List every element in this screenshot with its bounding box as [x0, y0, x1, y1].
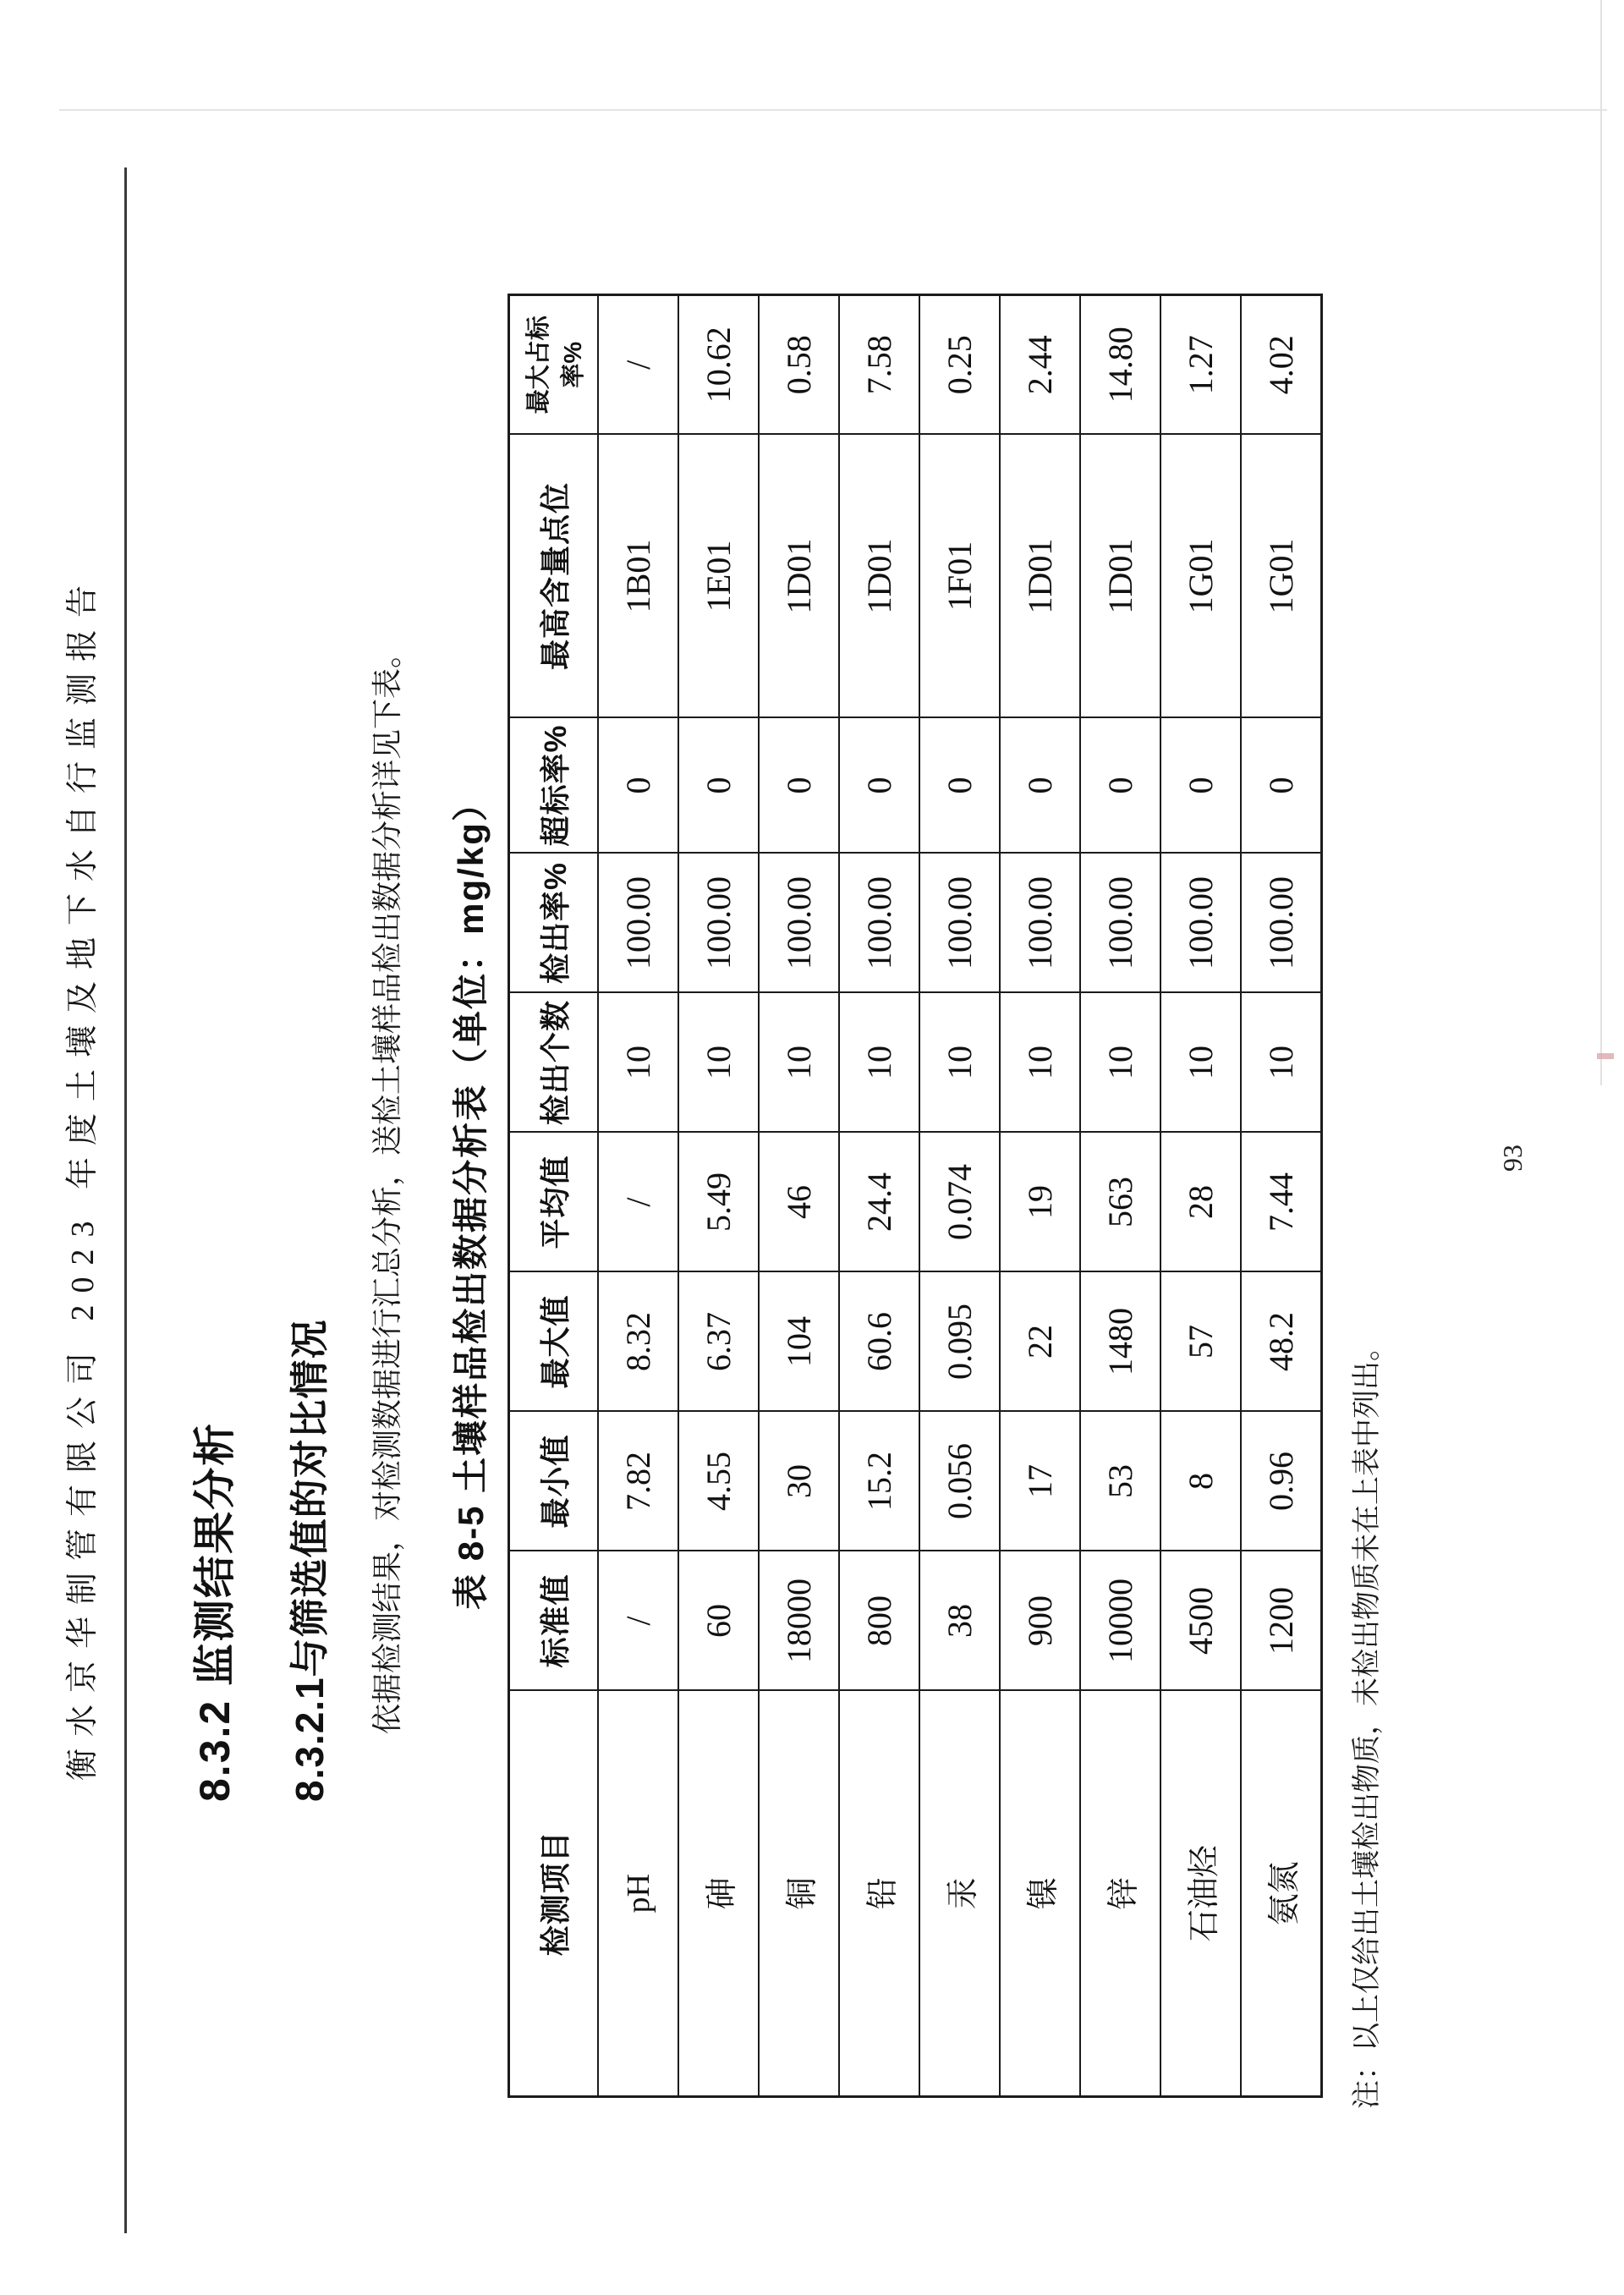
body-paragraph: 依据检测结果，对检测数据进行汇总分析，送检土壤样品检出数据分析详见下表。: [370, 637, 404, 1734]
value-cell: 1.27: [1160, 295, 1241, 435]
table-title: 表 8-5 土壤样品检出数据分析表（单位：mg/kg）: [451, 784, 491, 1610]
value-cell: 53: [1080, 1412, 1160, 1551]
value-cell: 38: [919, 1551, 1000, 1691]
value-cell: 8: [1160, 1412, 1241, 1551]
value-cell: 0: [919, 718, 1000, 854]
column-header-8: 最高含量点位: [509, 435, 599, 718]
value-cell: 24.4: [839, 1133, 919, 1272]
document-header: 衡水京华制管有限公司 2023 年度土壤及地下水自行监测报告: [65, 573, 101, 1781]
value-cell: 100.00: [598, 854, 678, 993]
value-cell: 1D01: [1000, 435, 1080, 718]
value-cell: 0.056: [919, 1412, 1000, 1551]
value-cell: 4.02: [1241, 295, 1322, 435]
value-cell: 563: [1080, 1133, 1160, 1272]
column-header-9: 最大占标率%: [509, 295, 599, 435]
item-cell: 锌: [1080, 1691, 1160, 2097]
value-cell: 15.2: [839, 1412, 919, 1551]
value-cell: 10.62: [678, 295, 759, 435]
column-header-7: 超标率%: [509, 718, 599, 854]
value-cell: 100.00: [678, 854, 759, 993]
value-cell: 0: [759, 718, 839, 854]
value-cell: 1D01: [759, 435, 839, 718]
column-header-2: 最小值: [509, 1412, 599, 1551]
value-cell: 4500: [1160, 1551, 1241, 1691]
value-cell: 1480: [1080, 1272, 1160, 1412]
value-cell: 8.32: [598, 1272, 678, 1412]
value-cell: 100.00: [1080, 854, 1160, 993]
item-cell: 氨氮: [1241, 1691, 1322, 2097]
value-cell: 100.00: [1000, 854, 1080, 993]
value-cell: 10000: [1080, 1551, 1160, 1691]
value-cell: 0: [678, 718, 759, 854]
item-cell: 铅: [839, 1691, 919, 2097]
table-row-汞: [919, 295, 1000, 2097]
value-cell: 17: [1000, 1412, 1080, 1551]
value-cell: 100.00: [839, 854, 919, 993]
value-cell: 0: [1160, 718, 1241, 854]
value-cell: /: [598, 295, 678, 435]
value-cell: 0: [1080, 718, 1160, 854]
table-row-铜: [759, 295, 839, 2097]
scan-mark-artifact: [1597, 1053, 1614, 1059]
section-heading-8-3-2-1: 8.3.2.1与筛选值的对比情况: [288, 1319, 332, 1802]
column-header-6: 检出率%: [509, 854, 599, 993]
value-cell: 18000: [759, 1551, 839, 1691]
value-cell: 10: [919, 993, 1000, 1133]
value-cell: 1B01: [598, 435, 678, 718]
item-cell: 汞: [919, 1691, 1000, 2097]
value-cell: 10: [1080, 993, 1160, 1133]
value-cell: 104: [759, 1272, 839, 1412]
value-cell: 1D01: [839, 435, 919, 718]
item-cell: pH: [598, 1691, 678, 2097]
value-cell: 6.37: [678, 1272, 759, 1412]
value-cell: 19: [1000, 1133, 1080, 1272]
value-cell: 10: [839, 993, 919, 1133]
value-cell: 5.49: [678, 1133, 759, 1272]
value-cell: 0.074: [919, 1133, 1000, 1272]
value-cell: 100.00: [759, 854, 839, 993]
header-rule: [124, 167, 127, 2233]
value-cell: 22: [1000, 1272, 1080, 1412]
column-header-5: 检出个数: [509, 993, 599, 1133]
item-cell: 铜: [759, 1691, 839, 2097]
value-cell: 60: [678, 1551, 759, 1691]
value-cell: 0.095: [919, 1272, 1000, 1412]
section-heading-8-3-2: 8.3.2 监测结果分析: [191, 1421, 239, 1802]
value-cell: 1G01: [1160, 435, 1241, 718]
value-cell: 0: [1000, 718, 1080, 854]
table-row-石油烃: [1160, 295, 1241, 2097]
value-cell: 0: [598, 718, 678, 854]
value-cell: 4.55: [678, 1412, 759, 1551]
column-header-3: 最大值: [509, 1272, 599, 1412]
value-cell: 60.6: [839, 1272, 919, 1412]
page-number: 93: [1497, 1145, 1528, 1172]
value-cell: 10: [759, 993, 839, 1133]
scan-edge-artifact-bottom: [1600, 0, 1602, 1085]
value-cell: 7.82: [598, 1412, 678, 1551]
value-cell: 57: [1160, 1272, 1241, 1412]
table-row-氨氮: [1241, 295, 1322, 2097]
table-header-row: [509, 295, 599, 2097]
value-cell: 1G01: [1241, 435, 1322, 718]
value-cell: 800: [839, 1551, 919, 1691]
value-cell: 0.25: [919, 295, 1000, 435]
value-cell: 900: [1000, 1551, 1080, 1691]
value-cell: 100.00: [1241, 854, 1322, 993]
value-cell: 1E01: [678, 435, 759, 718]
soil-detection-analysis-table: [508, 294, 1323, 2098]
value-cell: 7.44: [1241, 1133, 1322, 1272]
value-cell: /: [598, 1551, 678, 1691]
table-footnote: 注：以上仅给出土壤检出物质，未检出物质未在上表中列出。: [1352, 1332, 1383, 2109]
table-body: [598, 295, 1322, 2097]
value-cell: 2.44: [1000, 295, 1080, 435]
table-row-锌: [1080, 295, 1160, 2097]
column-header-4: 平均值: [509, 1133, 599, 1272]
scan-edge-artifact-right: [59, 109, 1607, 111]
value-cell: 10: [1160, 993, 1241, 1133]
value-cell: 30: [759, 1412, 839, 1551]
value-cell: 0.96: [1241, 1412, 1322, 1551]
table-head: [509, 295, 599, 2097]
value-cell: 48.2: [1241, 1272, 1322, 1412]
value-cell: 28: [1160, 1133, 1241, 1272]
value-cell: 100.00: [1160, 854, 1241, 993]
table-row-pH: [598, 295, 678, 2097]
item-cell: 石油烃: [1160, 1691, 1241, 2097]
value-cell: 1200: [1241, 1551, 1322, 1691]
value-cell: 10: [1000, 993, 1080, 1133]
value-cell: 46: [759, 1133, 839, 1272]
table-row-铅: [839, 295, 919, 2097]
item-cell: 镍: [1000, 1691, 1080, 2097]
value-cell: 1D01: [1080, 435, 1160, 718]
table-row-镍: [1000, 295, 1080, 2097]
column-header-0: 检测项目: [509, 1691, 599, 2097]
value-cell: 10: [598, 993, 678, 1133]
item-cell: 砷: [678, 1691, 759, 2097]
value-cell: /: [598, 1133, 678, 1272]
value-cell: 10: [1241, 993, 1322, 1133]
value-cell: 0: [1241, 718, 1322, 854]
value-cell: 0: [839, 718, 919, 854]
table-row-砷: [678, 295, 759, 2097]
value-cell: 14.80: [1080, 295, 1160, 435]
value-cell: 7.58: [839, 295, 919, 435]
value-cell: 100.00: [919, 854, 1000, 993]
value-cell: 10: [678, 993, 759, 1133]
value-cell: 1F01: [919, 435, 1000, 718]
value-cell: 0.58: [759, 295, 839, 435]
column-header-1: 标准值: [509, 1551, 599, 1691]
